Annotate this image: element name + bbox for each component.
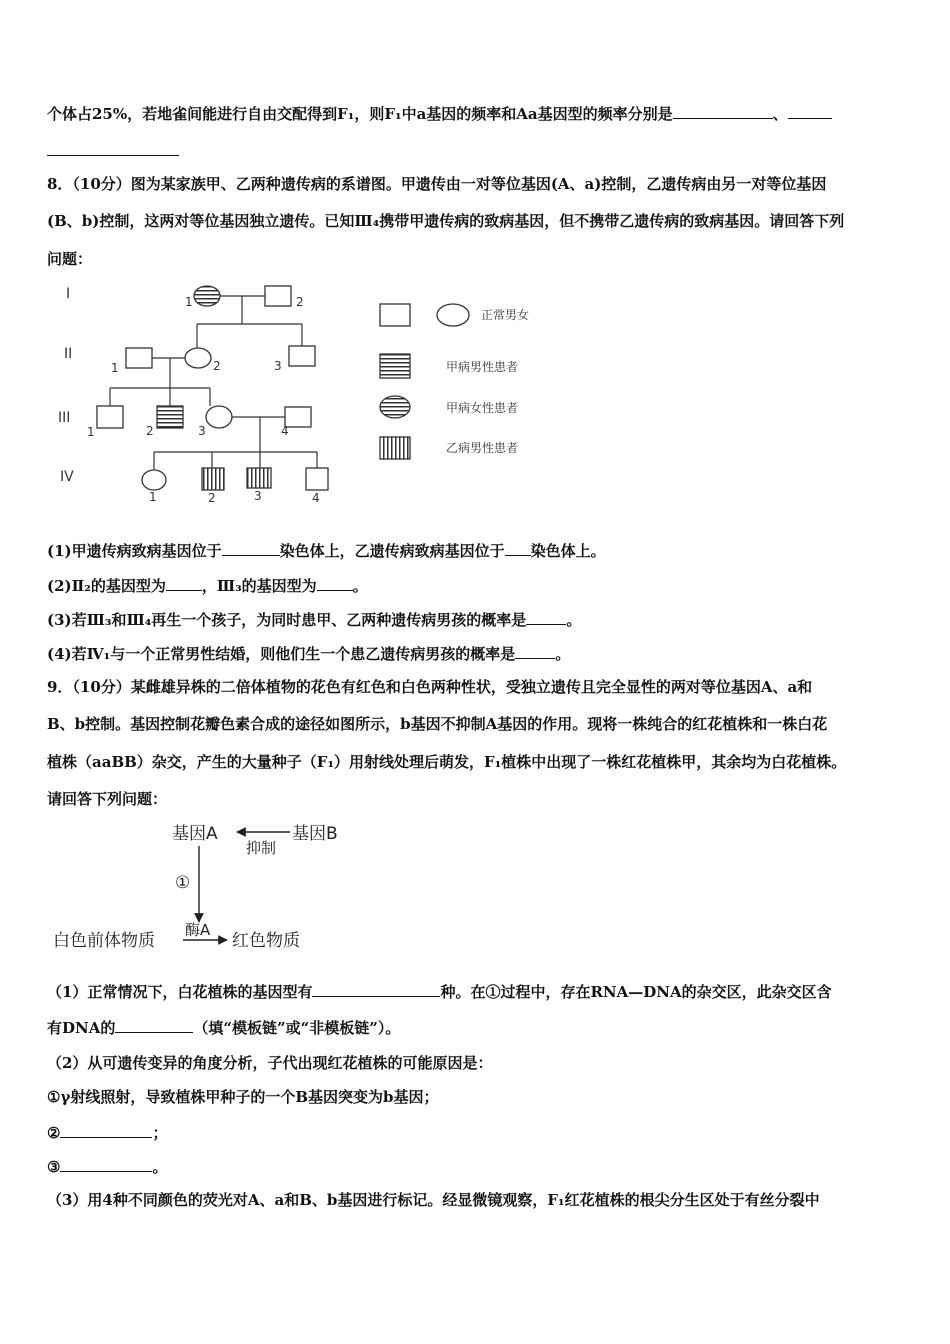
answer-blank[interactable]	[166, 575, 202, 591]
q9-part-3: （3）用4种不同颜色的荧光对A、a和B、b基因进行标记。经显微镜观察，F₁红花植株的根尖分生区处于有丝分裂中	[47, 1191, 820, 1209]
q8-sub-3: (3)若Ⅲ₃和Ⅲ₄再生一个孩子，为同时患甲、乙两种遗传病男孩的概率是 。	[47, 611, 582, 629]
q9-part-1-line-2: 有DNA的 （填“模板链”或“非模板链”）。	[47, 1019, 401, 1037]
label-III-3: 3	[198, 424, 206, 438]
pedigree-IV-2	[202, 468, 224, 490]
label-I-1: 1	[185, 295, 193, 309]
q9-part-1-line-1: （1）正常情况下，白花植株的基因型有 种。在①过程中，存在RNA—DNA的杂交区，此杂交区含	[47, 983, 832, 1001]
q8-sub-2: (2)Ⅱ₂的基因型为 ，Ⅲ₃的基因型为 。	[47, 577, 368, 595]
gene-b-label: 基因B	[292, 824, 338, 844]
pedigree-III-4	[285, 407, 311, 427]
answer-blank[interactable]	[47, 140, 179, 156]
generation-label-III: III	[58, 410, 71, 426]
pedigree-II-2	[185, 348, 211, 368]
answer-blank[interactable]	[788, 103, 832, 119]
q8-sub-4: (4)若Ⅳ₁与一个正常男性结婚，则他们生一个患乙遗传病男孩的概率是 。	[47, 645, 571, 663]
pigment-pathway-diagram	[47, 815, 367, 960]
q9-stem-line-1: 9．（10分）某雌雄异株的二倍体植物的花色有红色和白色两种性状，受独立遗传且完全显性的两对等位基因A、a和	[47, 678, 813, 696]
pedigree-chart	[47, 278, 577, 508]
pedigree-II-1	[126, 348, 152, 368]
legend-yi-male-label: 乙病男性患者	[446, 441, 519, 455]
q8-stem-line-1: 8．（10分）图为某家族甲、乙两种遗传病的系谱图。甲遗传由一对等位基因(A、a)控制，乙遗传病由另一对等位基因	[47, 175, 827, 193]
legend-normal-female-symbol	[437, 304, 469, 326]
answer-blank[interactable]	[60, 1156, 152, 1172]
q7-separator: 、	[772, 105, 788, 123]
pedigree-III-3	[206, 406, 232, 428]
pedigree-IV-1	[142, 470, 166, 490]
q9-part-2-reason-3: ③ 。	[47, 1158, 168, 1176]
pedigree-I-1	[194, 286, 220, 306]
answer-blank[interactable]	[505, 540, 531, 556]
answer-blank[interactable]	[673, 103, 773, 119]
answer-blank[interactable]	[312, 981, 440, 997]
generation-label-I: I	[66, 286, 71, 302]
label-I-2: 2	[296, 295, 304, 309]
precursor-label: 白色前体物质	[53, 931, 155, 951]
answer-blank[interactable]	[115, 1017, 193, 1033]
label-II-3: 3	[274, 359, 282, 373]
product-label: 红色物质	[232, 931, 300, 951]
q9-stem-line-4: 请回答下列问题：	[47, 790, 168, 808]
q7-tail-line-1	[47, 103, 910, 124]
q8-sub-1: (1)甲遗传病致病基因位于 染色体上，乙遗传病致病基因位于 染色体上。	[47, 542, 606, 560]
q9-part-2-reason-2: ② ；	[47, 1124, 168, 1142]
answer-blank[interactable]	[317, 575, 353, 591]
answer-blank[interactable]	[515, 643, 555, 659]
q8-stem-line-2: (B、b)控制，这两对等位基因独立遗传。已知Ⅲ₄携带甲遗传病的致病基因，但不携带乙遗传病的致病基因。请回答下列	[47, 212, 845, 230]
label-IV-2: 2	[208, 491, 216, 505]
label-III-2: 2	[146, 424, 154, 438]
label-II-1: 1	[111, 361, 119, 375]
generation-label-IV: IV	[60, 469, 74, 485]
legend-normal-male-symbol	[380, 304, 410, 326]
enzyme-a-label: 酶A	[185, 921, 211, 939]
gene-a-label: 基因A	[172, 824, 218, 844]
q9-stem-line-2: B、b控制。基因控制花瓣色素合成的途径如图所示，b基因不抑制A基因的作用。现将一株纯合的红花植株和一株白花	[47, 715, 828, 733]
q9-part-2-reason-1: ①γ射线照射，导致植株甲种子的一个B基因突变为b基因；	[47, 1088, 439, 1106]
pedigree-II-3	[289, 346, 315, 366]
q7-tail-text: 个体占25%，若地雀间能进行自由交配得到F₁，则F₁中a基因的频率和Aa基因型的频率分别是	[47, 105, 673, 123]
legend-jia-female-label: 甲病女性患者	[446, 401, 519, 415]
legend-jia-male-symbol	[380, 354, 410, 378]
answer-blank[interactable]	[526, 609, 566, 625]
legend-yi-male-symbol	[380, 437, 410, 459]
step-1-label: ①	[175, 873, 191, 893]
pedigree-IV-4	[306, 468, 328, 490]
pedigree-III-1	[97, 406, 123, 428]
label-IV-4: 4	[312, 491, 320, 505]
q9-stem-line-3: 植株（aaBB）杂交，产生的大量种子（F₁）用射线处理后萌发，F₁植株中出现了一株红花植株甲，其余均为白花植株。	[47, 753, 847, 771]
pedigree-I-2	[265, 286, 291, 306]
q9-part-2: （2）从可遗传变异的角度分析，子代出现红花植株的可能原因是：	[47, 1054, 493, 1072]
legend-jia-male-label: 甲病男性患者	[446, 360, 519, 374]
label-II-2: 2	[213, 359, 221, 373]
answer-blank[interactable]	[60, 1122, 152, 1138]
pedigree-III-2	[157, 406, 183, 428]
answer-blank[interactable]	[222, 540, 280, 556]
legend-jia-female-symbol	[380, 396, 410, 418]
legend-normal-label: 正常男女	[481, 308, 530, 322]
label-III-1: 1	[87, 425, 95, 439]
inhibit-label: 抑制	[246, 839, 277, 857]
generation-label-II: II	[64, 346, 73, 362]
label-III-4: 4	[281, 424, 289, 438]
q7-tail-line-2	[47, 140, 910, 161]
pedigree-IV-3	[247, 468, 271, 488]
label-IV-3: 3	[254, 489, 262, 503]
label-IV-1: 1	[149, 490, 157, 504]
q8-stem-line-3: 问题：	[47, 250, 93, 268]
